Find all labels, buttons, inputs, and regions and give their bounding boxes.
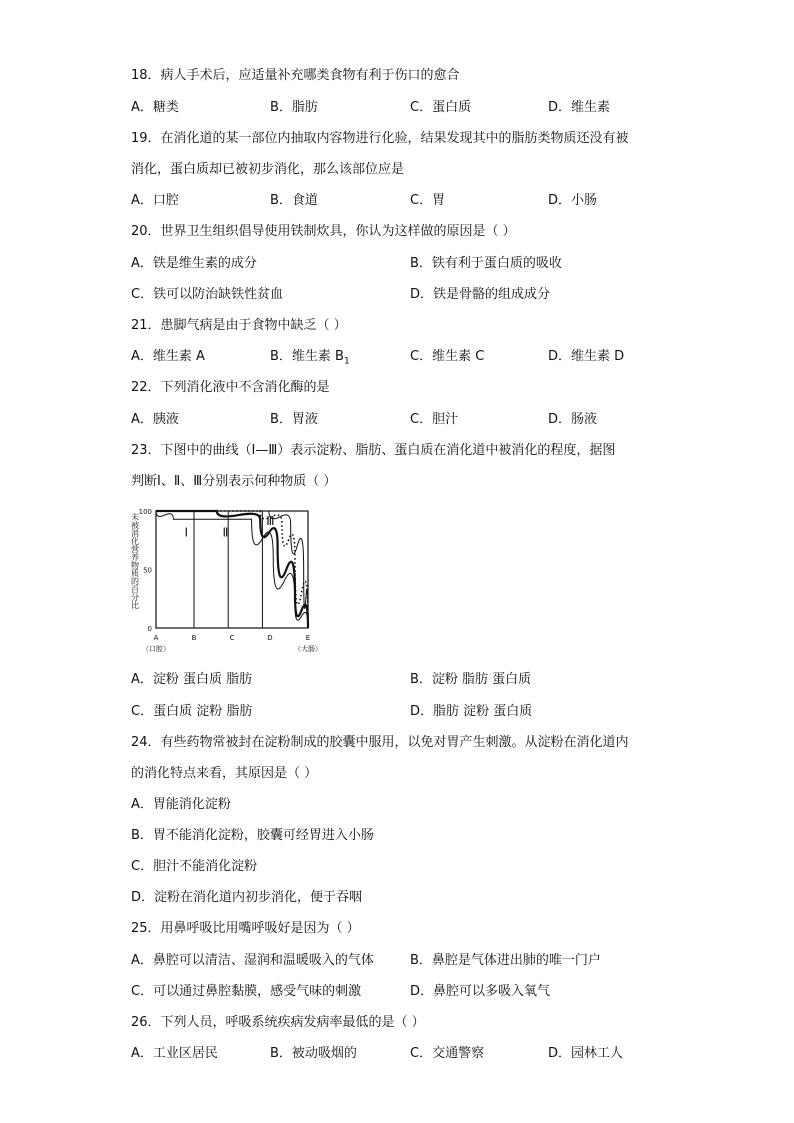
chart-category-B: B <box>191 634 197 642</box>
q24-option-d[interactable]: D．淀粉在消化道内初步消化，便于吞咽 <box>131 890 363 905</box>
q18-option-a[interactable]: A．糖类 <box>131 100 179 115</box>
q18-option-d[interactable]: D．维生素 <box>548 100 611 115</box>
chart-ytick-0: 0 <box>147 625 152 633</box>
q20-stem: 20．世界卫生组织倡导使用铁制炊具，你认为这样做的原因是（ ） <box>131 224 516 239</box>
q20-option-b[interactable]: B．铁有利于蛋白质的吸收 <box>410 256 562 271</box>
q24-option-a[interactable]: A．胃能消化淀粉 <box>131 797 231 812</box>
q18-stem: 18．病人手术后，应适量补充哪类食物有利于伤口的愈合 <box>131 68 460 83</box>
q24-stem-line2: 的消化特点来看，其原因是（ ） <box>131 766 318 781</box>
chart-series-Ⅱ <box>156 511 308 628</box>
q26-option-b[interactable]: B．被动吸烟的 <box>270 1046 357 1061</box>
q23-option-b[interactable]: B．淀粉 脂肪 蛋白质 <box>410 672 532 687</box>
q22-stem: 22．下列消化液中不含消化酶的是 <box>131 380 330 395</box>
q24-option-c[interactable]: C．胆汁不能消化淀粉 <box>131 859 258 874</box>
chart-category-note-A: （口腔） <box>142 645 170 653</box>
q25-option-d[interactable]: D．鼻腔可以多吸入氧气 <box>410 984 551 999</box>
q22-option-b[interactable]: B．胃液 <box>270 412 318 427</box>
q21-option-b[interactable] <box>270 349 350 365</box>
q25-option-b[interactable]: B．鼻腔是气体进出肺的唯一门户 <box>410 953 601 968</box>
q26-option-a[interactable]: A．工业区居民 <box>131 1046 218 1061</box>
chart-category-C: C <box>229 634 235 642</box>
chart-category-note-E: （大肠） <box>294 645 322 653</box>
q21-stem: 21．患脚气病是由于食物中缺乏（ ） <box>131 318 347 333</box>
q25-option-a[interactable]: A．鼻腔可以清洁、湿润和温暖吸入的气体 <box>131 953 374 968</box>
chart-curve-label-1: Ⅰ <box>184 525 189 540</box>
q19-option-d[interactable]: D．小肠 <box>548 193 598 208</box>
q19-stem-line1: 19．在消化道的某一部位内抽取内容物进行化验，结果发现其中的脂肪类物质还没有被 <box>131 131 629 146</box>
chart-category-D: D <box>267 634 273 642</box>
q26-option-d[interactable]: D．园林工人 <box>548 1046 624 1061</box>
q18-option-b[interactable]: B．脂肪 <box>270 100 318 115</box>
chart-category-E: E <box>305 634 311 642</box>
q20-option-c[interactable]: C．铁可以防治缺铁性贫血 <box>131 287 284 302</box>
chart-ticks <box>139 508 152 633</box>
q24-stem-line1: 24．有些药物常被封在淀粉制成的胶囊中服用，以免对胃产生刺激。从淀粉在消化道内 <box>131 735 629 750</box>
q21-option-d[interactable]: D．维生素 D <box>548 349 625 364</box>
q19-option-a[interactable]: A．口腔 <box>131 193 179 208</box>
q26-option-c[interactable]: C．交通警察 <box>410 1046 485 1061</box>
q20-option-d[interactable]: D．铁是骨骼的组成成分 <box>410 287 551 302</box>
q25-stem: 25．用鼻呼吸比用嘴呼吸好是因为（ ） <box>131 921 360 936</box>
q22-option-c[interactable]: C．胆汁 <box>410 412 459 427</box>
q23-stem-line2: 判断Ⅰ、Ⅱ、Ⅲ分别表示何种物质（ ） <box>131 474 337 489</box>
q21-option-c[interactable]: C．维生素 C <box>410 349 485 364</box>
chart-ylabel: 未被消化营养物质的百分比 <box>130 513 140 609</box>
q21-option-b-subscript: 1 <box>343 356 350 367</box>
q26-stem: 26．下列人员，呼吸系统疾病发病率最低的是（ ） <box>131 1015 425 1030</box>
q19-option-b[interactable]: B．食道 <box>270 193 318 208</box>
q25-option-c[interactable]: C．可以通过鼻腔黏膜，感受气味的刺激 <box>131 984 362 999</box>
q22-option-d[interactable]: D．肠液 <box>548 412 598 427</box>
q23-option-c[interactable]: C．蛋白质 淀粉 脂肪 <box>131 704 253 719</box>
q24-option-b[interactable]: B．胃不能消化淀粉，胶囊可经胃进入小肠 <box>131 828 374 843</box>
q23-option-a[interactable]: A．淀粉 蛋白质 脂肪 <box>131 672 253 687</box>
q21-option-a[interactable]: A．维生素 A <box>131 349 205 364</box>
q21-option-b-text: B．维生素 B <box>270 349 344 364</box>
chart-curve-label-3: Ⅲ <box>266 514 275 529</box>
chart-series <box>156 511 308 628</box>
q23-option-d[interactable]: D．脂肪 淀粉 蛋白质 <box>410 704 533 719</box>
chart-curve-label-2: Ⅱ <box>222 525 229 540</box>
chart-ytick-50: 50 <box>143 566 152 575</box>
chart-ytick-100: 100 <box>138 508 152 516</box>
q19-option-c[interactable]: C．胃 <box>410 193 446 208</box>
chart-category-A: A <box>153 634 159 642</box>
q20-option-a[interactable]: A．铁是维生素的成分 <box>131 256 257 271</box>
q19-stem-line2: 消化，蛋白质却已被初步消化，那么该部位应是 <box>131 162 405 177</box>
q23-stem-line1: 23．下图中的曲线（Ⅰ—Ⅲ）表示淀粉、脂肪、蛋白质在消化道中被消化的程度，据图 <box>131 443 616 458</box>
q22-option-a[interactable]: A．胰液 <box>131 412 179 427</box>
digestion-chart <box>128 505 322 657</box>
chart-categories <box>142 634 322 653</box>
q18-option-c[interactable]: C．蛋白质 <box>410 100 472 115</box>
